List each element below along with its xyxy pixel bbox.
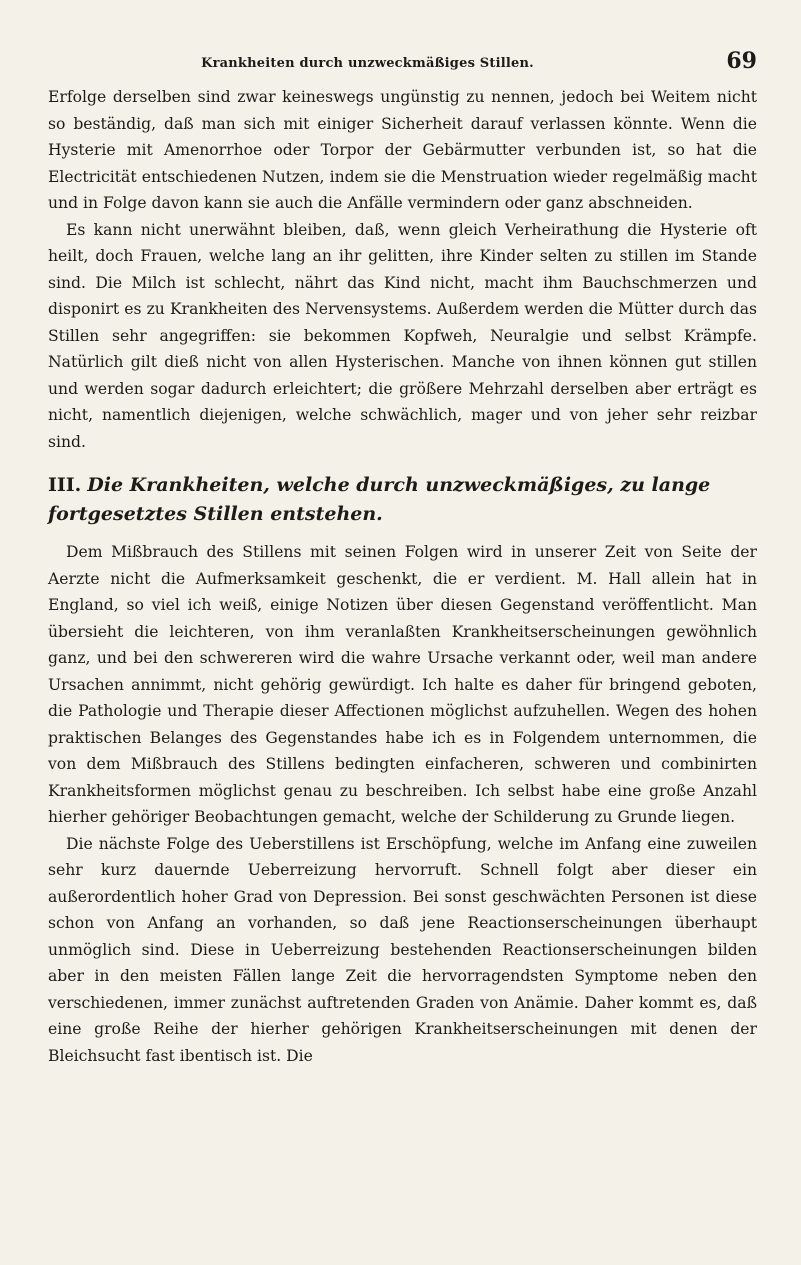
page-number: 69 xyxy=(726,48,757,74)
page-body xyxy=(48,84,757,1069)
paragraph-exhaustion: Die nächste Folge des Ueberstillens ist Erschöpfung, welche im Anfang eine zuweilen sehr kurz dauernde Ueberreizung hervorruft. Schnell folgt aber dieser ein außerordentlich hoher Grad von Depression. Bei sonst geschwächten Personen ist diese schon von Anfang an vorhanden, so daß jene Reactionserscheinungen überhaupt unmöglich sind. Diese in Ueberreizung bestehenden Reactionserscheinungen bilden aber in den meisten Fällen lange Zeit die hervorragendsten Symptome neben den verschiedenen, immer zunächst auftretenden Graden von Anämie. Daher kommt es, daß eine große Reihe der hierher gehörigen Krankheitserscheinungen mit denen der Bleichsucht fast ibentisch ist. Die xyxy=(48,834,757,1065)
paragraph-misuse-of-nursing: Dem Mißbrauch des Stillens mit seinen Folgen wird in unserer Zeit von Seite der Aerzte nicht die Aufmerksamkeit geschenkt, die er verdient. M. Hall allein hat in England, so viel ich weiß, einige Notizen über diesen Gegenstand veröffentlicht. Man übersieht die leichteren, von ihm veranlaßten Krankheitserscheinungen gewöhnlich ganz, und bei den schwereren wird die wahre Ursache verkannt oder, weil man andere Ursachen annimmt, nicht gehörig gewürdigt. Ich halte es daher für bringend geboten, die Pathologie und Therapie dieser Affectionen möglichst aufzuhellen. Wegen des hohen praktischen Belanges des Gegenstandes habe ich es in Folgendem unternommen, die von dem Mißbrauch des Stillens bedingten einfacheren, schweren und combinirten Krankheitsformen möglichst genau zu beschreiben. Ich selbst habe eine große Anzahl hierher gehöriger Beobachtungen gemacht, welche der Schilderung zu Grunde liegen. xyxy=(48,543,757,826)
page-header xyxy=(48,48,757,82)
paragraph-electricity: Erfolge derselben sind zwar keineswegs ungünstig zu nennen, jedoch bei Weitem nicht so beständig, daß man sich mit einiger Sicherheit darauf verlassen könnte. Wenn die Hysterie mit Amenorrhoe oder Torpor der Gebärmutter verbunden ist, so hat die Electricität entschiedenen Nutzen, indem sie die Menstruation wieder regelmäßig macht und in Folge davon kann sie auch die Anfälle vermindern oder ganz abschneiden. xyxy=(48,88,757,212)
paragraph-hysteria-nursing: Es kann nicht unerwähnt bleiben, daß, wenn gleich Verheirathung die Hysterie oft heilt, doch Frauen, welche lang an ihr gelitten, ihre Kinder selten zu stillen im Stande sind. Die Milch ist schlecht, nährt das Kind nicht, macht ihm Bauchschmerzen und disponirt es zu Krankheiten des Nervensystems. Außerdem werden die Mütter durch das Stillen sehr angegriffen: sie bekommen Kopfweh, Neuralgie und selbst Krämpfe. Natürlich gilt dieß nicht von allen Hysterischen. Manche von ihnen können gut stillen und werden sogar dadurch erleichtert; die größere Mehrzahl derselben aber erträgt es nicht, namentlich diejenigen, welche schwächlich, mager und von jeher sehr reizbar sind. xyxy=(48,220,757,451)
section-number: III. xyxy=(48,474,82,496)
section-title: Die Krankheiten, welche durch unzweckmäßiges, zu lange fortgesetztes Stillen entstehen. xyxy=(48,474,711,525)
section-heading xyxy=(48,471,757,529)
running-title: Krankheiten durch unzweckmäßiges Stillen. xyxy=(201,56,534,71)
